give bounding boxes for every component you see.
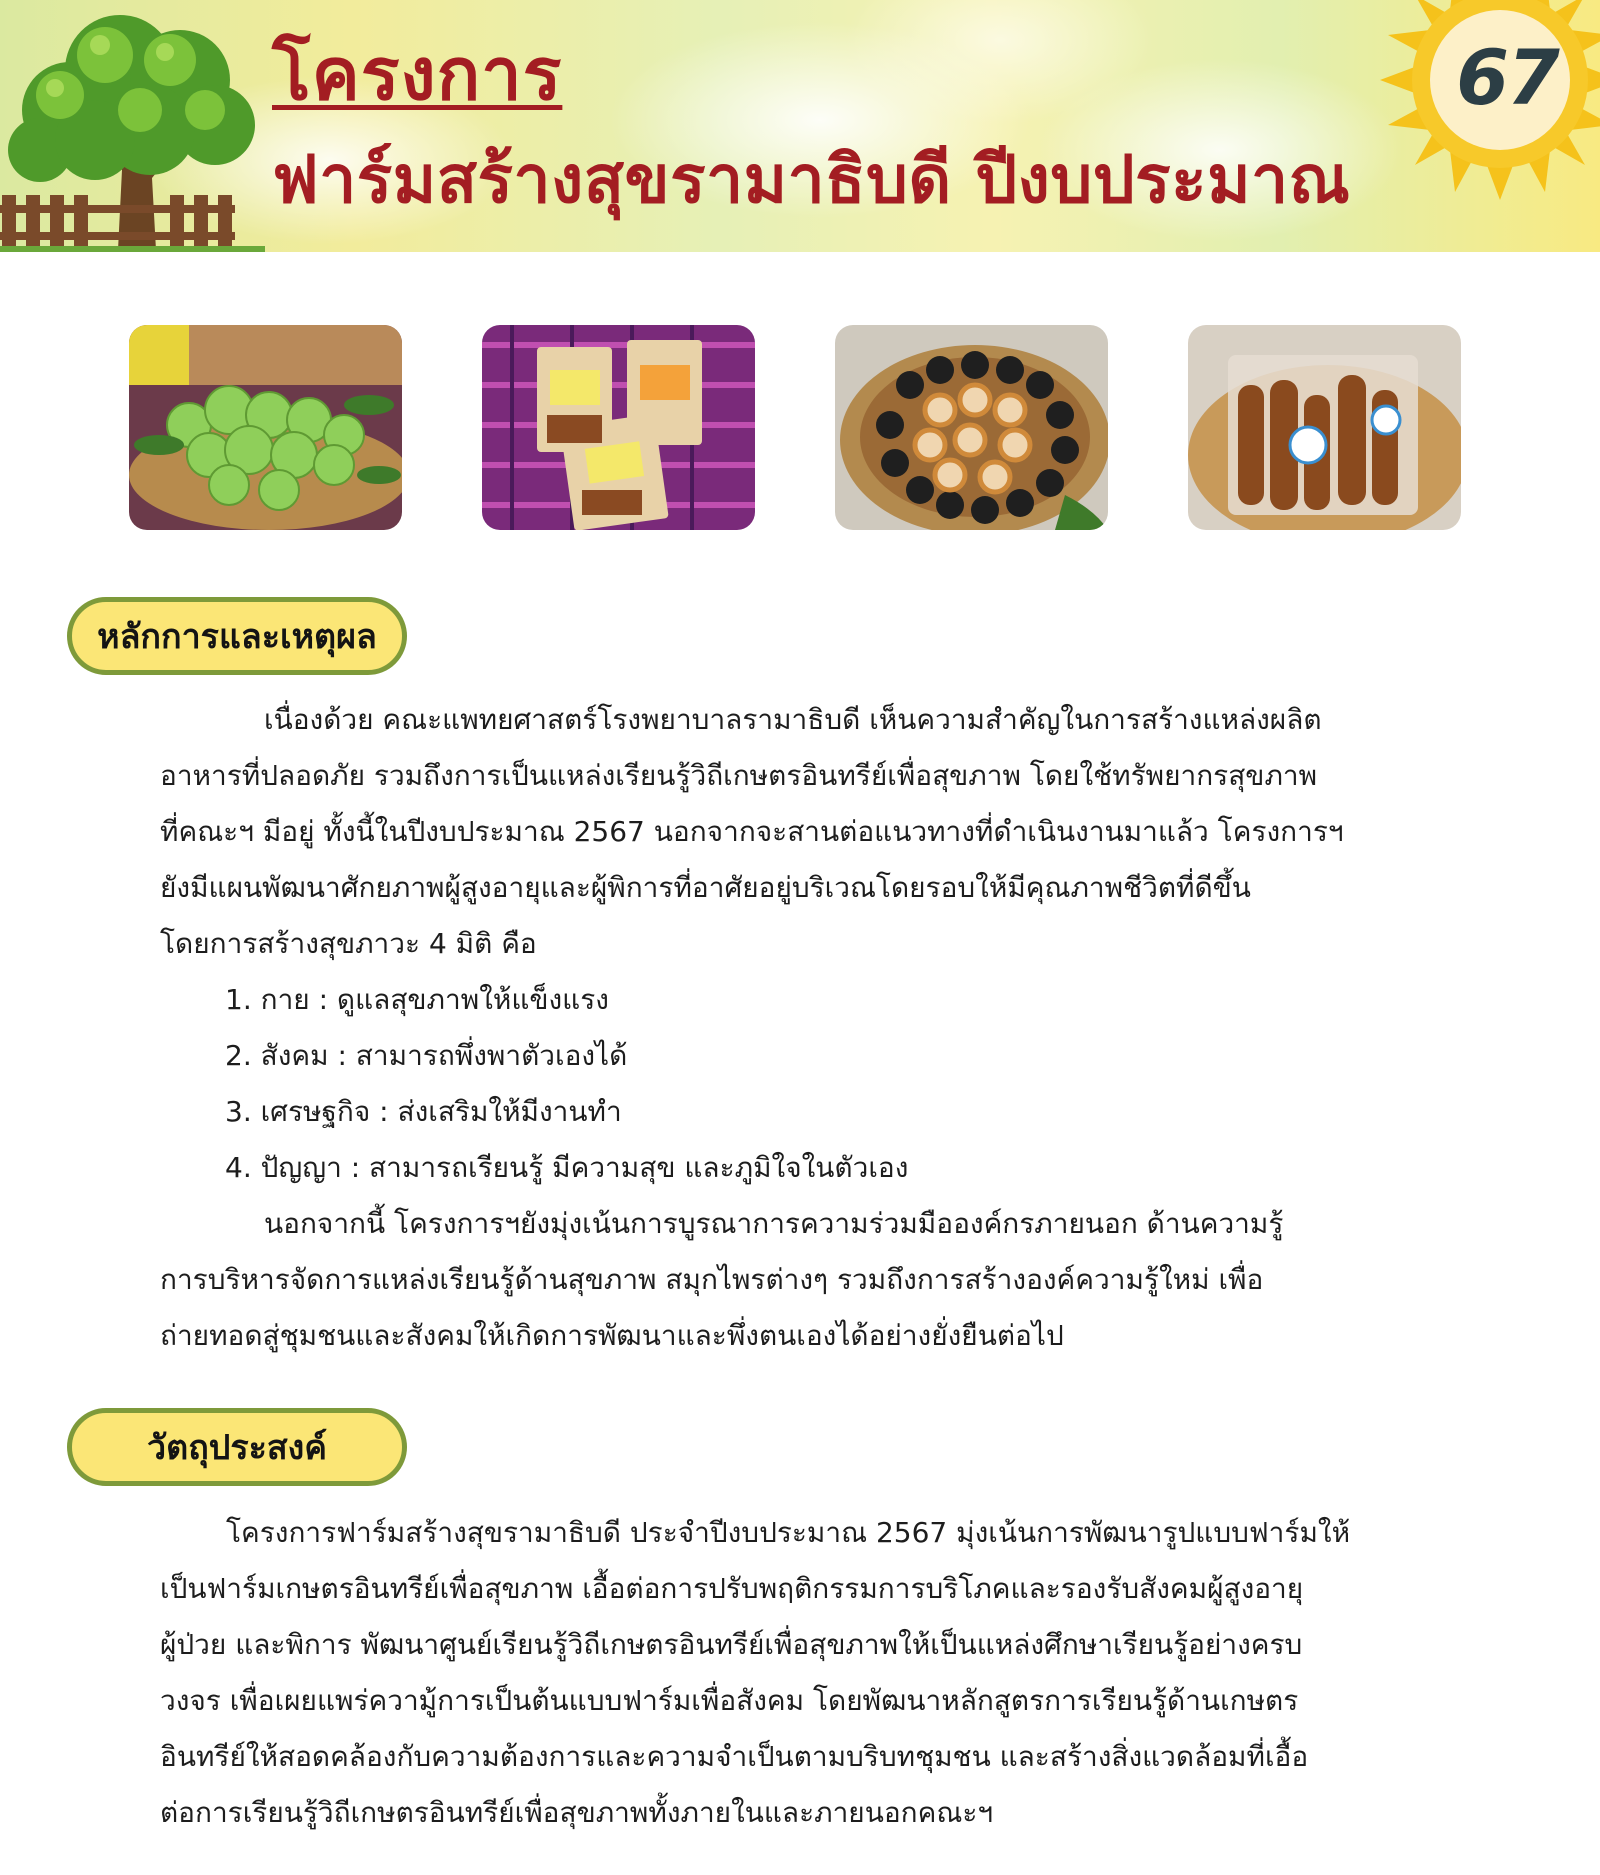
rationale-paragraph-1 [160,692,1450,972]
text-line: ยังมีแผนพัฒนาศักยภาพผู้สูงอายุและผู้พิการที่อาศัยอยู่บริเวณโดยรอบให้มีคุณภาพชีวิตที่ดีขึ้น [160,871,1251,904]
year-badge: 67 [1456,32,1558,122]
list-item: 3. เศรษฐกิจ : ส่งเสริมให้มีงานทำ [225,1095,622,1128]
section-heading-objectives: วัตถุประสงค์ [67,1408,407,1486]
jar-tray-photo [835,325,1108,530]
text-line: อาหารที่ปลอดภัย รวมถึงการเป็นแหล่งเรียนรู้วิถีเกษตรอินทรีย์เพื่อสุขภาพ โดยใช้ทรัพยากรสุขภาพ [160,759,1318,792]
text-line: อินทรีย์ให้สอดคล้องกับความต้องการและความจำเป็นตามบริบทชุมชน และสร้างสิ่งแวดล้อมที่เอื้อ [160,1740,1309,1773]
tree-fence-illustration [0,0,265,252]
header-banner [0,0,1600,252]
project-label: โครงการ [272,32,563,116]
vacuum-packed-banana-photo [1188,325,1461,530]
text-line: โครงการฟาร์มสร้างสุขรามาธิบดี ประจำปีงบประมาณ 2567 มุ่งเน้นการพัฒนารูปแบบฟาร์มให้ [226,1516,1351,1549]
text-line: การบริหารจัดการแหล่งเรียนรู้ด้านสุขภาพ สมุกไพรต่างๆ รวมถึงการสร้างองค์ความรู้ใหม่ เพื่อ [160,1263,1264,1296]
text-line: ถ่ายทอดสู่ชุมชนและสังคมให้เกิดการพัฒนาและพึ่งตนเองได้อย่างยั่งยืนต่อไป [160,1319,1064,1352]
list-item: 2. สังคม : สามารถพึ่งพาตัวเองได้ [225,1039,628,1072]
guava-basket-photo [129,325,402,530]
text-line: ที่คณะฯ มีอยู่ ทั้งนี้ในปีงบประมาณ 2567 นอกจากจะสานต่อแนวทางที่ดำเนินงานมาแล้ว โครงการฯ [160,815,1344,848]
text-line: โดยการสร้างสุขภาวะ 4 มิติ คือ [160,927,537,960]
section-heading-rationale: หลักการและเหตุผล [67,597,407,675]
dried-banana-packages-photo [482,325,755,530]
text-line: เป็นฟาร์มเกษตรอินทรีย์เพื่อสุขภาพ เอื้อต่อการปรับพฤติกรรมการบริโภคและรองรับสังคมผู้สูงอายุ [160,1572,1304,1605]
text-line: ต่อการเรียนรู้วิถีเกษตรอินทรีย์เพื่อสุขภาพทั้งภายในและภายนอกคณะฯ [160,1796,994,1829]
list-item: 1. กาย : ดูแลสุขภาพให้แข็งแรง [225,983,609,1016]
text-line: วงจร เพื่อเผยแพร่ความู้การเป็นต้นแบบฟาร์มเพื่อสังคม โดยพัฒนาหลักสูตรการเรียนรู้ด้านเกษตร [160,1684,1299,1717]
list-item: 4. ปัญญา : สามารถเรียนรู้ มีความสุข และภูมิใจในตัวเอง [225,1151,909,1184]
text-line: ผู้ป่วย และพิการ พัฒนาศูนย์เรียนรู้วิถีเกษตรอินทรีย์เพื่อสุขภาพให้เป็นแหล่งศึกษาเรียนรู้อย่างครบ [160,1628,1303,1661]
wellbeing-dimensions-list [225,972,908,1196]
text-line: เนื่องด้วย คณะแพทยศาสตร์โรงพยาบาลรามาธิบดี เห็นความสำคัญในการสร้างแหล่งผลิต [264,703,1322,736]
rationale-paragraph-2 [160,1196,1450,1364]
project-title: ฟาร์มสร้างสุขรามาธิบดี ปีงบประมาณ [272,141,1351,218]
objectives-paragraph [160,1505,1450,1841]
text-line: นอกจากนี้ โครงการฯยังมุ่งเน้นการบูรณาการความร่วมมือองค์กรภายนอก ด้านความรู้ [264,1207,1284,1240]
